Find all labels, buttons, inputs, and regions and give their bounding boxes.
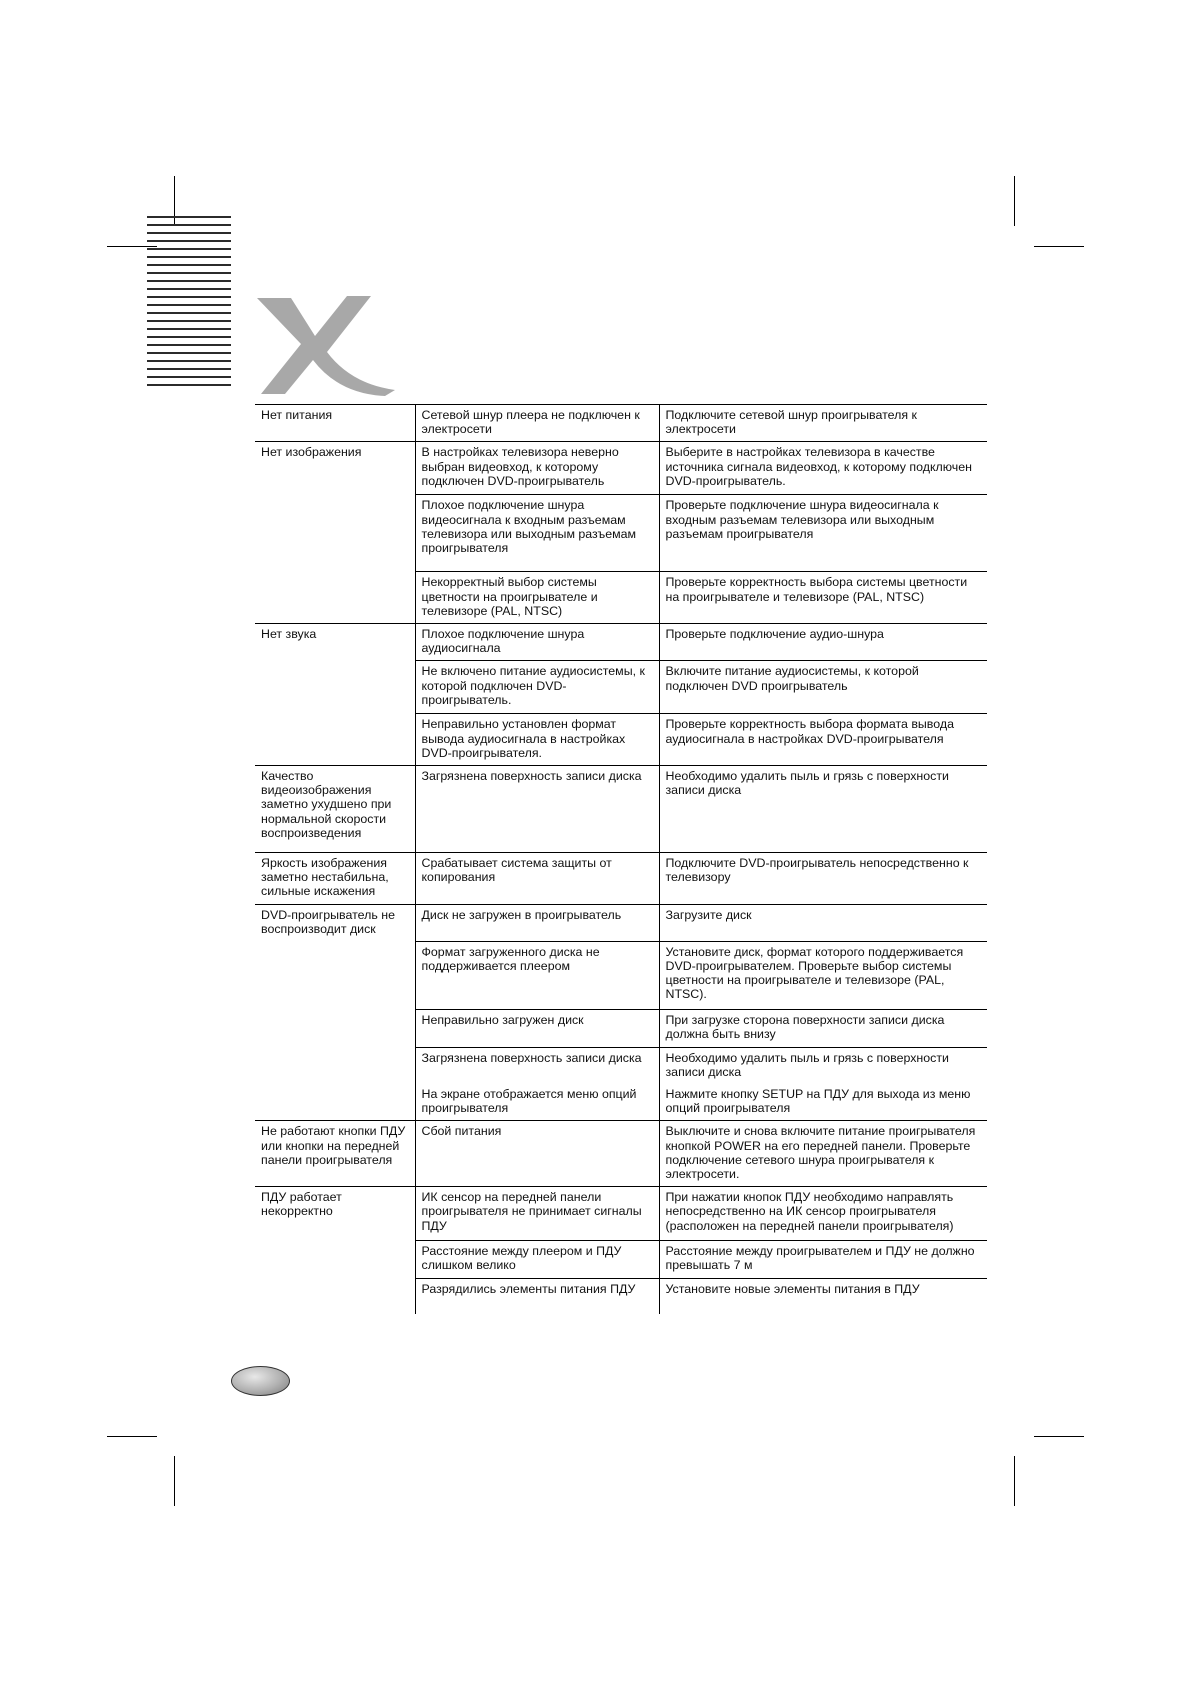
symptom-cell: Не работают кнопки ПДУ или кнопки на передней панели проигрывателя (255, 1121, 415, 1187)
remedy-cell: Необходимо удалить пыль и грязь с поверхности записи диска (659, 766, 987, 853)
remedy-cell: Включите питание аудиосистемы, к которой подключен DVD проигрыватель (659, 661, 987, 714)
table-row (255, 1279, 987, 1314)
stripe-line (147, 240, 231, 242)
symptom-cell: DVD-проигрыватель не воспроизводит диск (255, 904, 415, 941)
cause-cell: ИК сенсор на передней панели проигрывателя не принимает сигналы ПДУ (415, 1187, 659, 1241)
stripe-line (147, 280, 231, 282)
table-row (255, 1084, 987, 1121)
remedy-cell: Проверьте подключение шнура видеосигнала к входным разъемам телевизора или выходным разъемам проигрывателя (659, 495, 987, 572)
cause-cell: Некорректный выбор системы цветности на проигрывателе и телевизоре (PAL, NTSC) (415, 572, 659, 624)
stripe-line (147, 224, 231, 226)
table-row (255, 1121, 987, 1187)
symptom-cell: Нет изображения (255, 442, 415, 495)
cause-cell: Сетевой шнур плеера не подключен к электросети (415, 405, 659, 442)
cause-cell: На экране отображается меню опций проигрывателя (415, 1084, 659, 1121)
crop-mark-bottom-right-v (1014, 1456, 1015, 1506)
symptom-cell (255, 941, 415, 1009)
stripe-line (147, 232, 231, 234)
cause-cell: Неправильно установлен формат вывода аудиосигнала в настройках DVD-проигрывателя. (415, 714, 659, 766)
remedy-cell: Подключите сетевой шнур проигрывателя к электросети (659, 405, 987, 442)
remedy-cell: Установите новые элементы питания в ПДУ (659, 1279, 987, 1314)
stripe-line (147, 304, 231, 306)
remedy-cell: Проверьте подключение аудио-шнура (659, 624, 987, 661)
stripe-line (147, 256, 231, 258)
remedy-cell: Выключите и снова включите питание проигрывателя кнопкой POWER на его передней панели. Проверьте подключение сетевого шнура проигрывателя к электросети. (659, 1121, 987, 1187)
crop-mark-top-right-v (1014, 176, 1015, 226)
stripe-line (147, 248, 231, 250)
table-row (255, 442, 987, 495)
symptom-cell: Яркость изображения заметно нестабильна, сильные искажения (255, 853, 415, 905)
symptom-cell: ПДУ работает некорректно (255, 1187, 415, 1241)
symptom-cell (255, 1084, 415, 1121)
remedy-cell: Необходимо удалить пыль и грязь с поверхности записи диска (659, 1047, 987, 1084)
crop-mark-bottom-right-h (1034, 1436, 1084, 1437)
remedy-cell: Расстояние между проигрывателем и ПДУ не должно превышать 7 м (659, 1241, 987, 1279)
stripe-line (147, 368, 231, 370)
cause-cell: Не включено питание аудиосистемы, к которой подключен DVD-проигрыватель. (415, 661, 659, 714)
cause-cell: В настройках телевизора неверно выбран видеовход, к которому подключен DVD-проигрыватель (415, 442, 659, 495)
stripe-line (147, 312, 231, 314)
table-row (255, 661, 987, 714)
table-row (255, 714, 987, 766)
symptom-cell (255, 1009, 415, 1047)
stripe-line (147, 216, 231, 218)
table-row (255, 405, 987, 442)
stripe-line (147, 360, 231, 362)
symptom-cell (255, 1047, 415, 1084)
cause-cell: Загрязнена поверхность записи диска (415, 1047, 659, 1084)
remedy-cell: Выберите в настройках телевизора в качестве источника сигнала видеовход, к которому подключен DVD-проигрыватель. (659, 442, 987, 495)
cause-cell: Расстояние между плеером и ПДУ слишком велико (415, 1241, 659, 1279)
symptom-cell: Нет питания (255, 405, 415, 442)
table-row (255, 495, 987, 572)
remedy-cell: Проверьте корректность выбора системы цветности на проигрывателе и телевизоре (PAL, NTSC) (659, 572, 987, 624)
table-row (255, 941, 987, 1009)
symptom-cell: Качество видеоизображения заметно ухудшено при нормальной скорости воспроизведения (255, 766, 415, 853)
cause-cell: Разрядились элементы питания ПДУ (415, 1279, 659, 1314)
cause-cell: Диск не загружен в проигрыватель (415, 904, 659, 941)
symptom-cell (255, 714, 415, 766)
remedy-cell: Загрузите диск (659, 904, 987, 941)
symptom-cell (255, 495, 415, 572)
table-row (255, 572, 987, 624)
table-row (255, 853, 987, 905)
decorative-stripes (147, 216, 231, 392)
remedy-cell: Установите диск, формат которого поддерживается DVD-проигрывателем. Проверьте выбор системы цветности на проигрывателе и телевизоре (PAL, NTSC). (659, 941, 987, 1009)
table-row (255, 766, 987, 853)
page-number-badge-icon (231, 1366, 290, 1396)
table-row (255, 1187, 987, 1241)
remedy-cell: Подключите DVD-проигрыватель непосредственно к телевизору (659, 853, 987, 905)
symptom-cell (255, 661, 415, 714)
crop-mark-bottom-left-v (174, 1456, 175, 1506)
table-row (255, 1009, 987, 1047)
table-row (255, 624, 987, 661)
symptom-cell (255, 572, 415, 624)
stripe-line (147, 336, 231, 338)
cause-cell: Загрязнена поверхность записи диска (415, 766, 659, 853)
stripe-line (147, 344, 231, 346)
symptom-cell (255, 1279, 415, 1314)
table-row (255, 904, 987, 941)
stripe-line (147, 352, 231, 354)
cause-cell: Плохое подключение шнура аудиосигнала (415, 624, 659, 661)
troubleshooting-table (255, 404, 987, 1314)
table-row (255, 1241, 987, 1279)
stripe-line (147, 288, 231, 290)
remedy-cell: При загрузке сторона поверхности записи диска должна быть внизу (659, 1009, 987, 1047)
stripe-line (147, 320, 231, 322)
stripe-line (147, 272, 231, 274)
cause-cell: Формат загруженного диска не поддерживается плеером (415, 941, 659, 1009)
xoro-x-logo-icon (255, 296, 395, 396)
crop-mark-top-right-h (1034, 246, 1084, 247)
stripe-line (147, 328, 231, 330)
remedy-cell: Проверьте корректность выбора формата вывода аудиосигнала в настройках DVD-проигрывателя (659, 714, 987, 766)
cause-cell: Неправильно загружен диск (415, 1009, 659, 1047)
symptom-cell: Нет звука (255, 624, 415, 661)
cause-cell: Плохое подключение шнура видеосигнала к входным разъемам телевизора или выходным разъемам проигрывателя (415, 495, 659, 572)
cause-cell: Срабатывает система защиты от копирования (415, 853, 659, 905)
crop-mark-bottom-left-h (107, 1436, 157, 1437)
symptom-cell (255, 1241, 415, 1279)
remedy-cell: Нажмите кнопку SETUP на ПДУ для выхода из меню опций проигрывателя (659, 1084, 987, 1121)
stripe-line (147, 296, 231, 298)
stripe-line (147, 384, 231, 386)
cause-cell: Сбой питания (415, 1121, 659, 1187)
table-row (255, 1047, 987, 1084)
remedy-cell: При нажатии кнопок ПДУ необходимо направлять непосредственно на ИК сенсор проигрывателя (расположен на передней панели проигрывателя) (659, 1187, 987, 1241)
stripe-line (147, 376, 231, 378)
stripe-line (147, 264, 231, 266)
